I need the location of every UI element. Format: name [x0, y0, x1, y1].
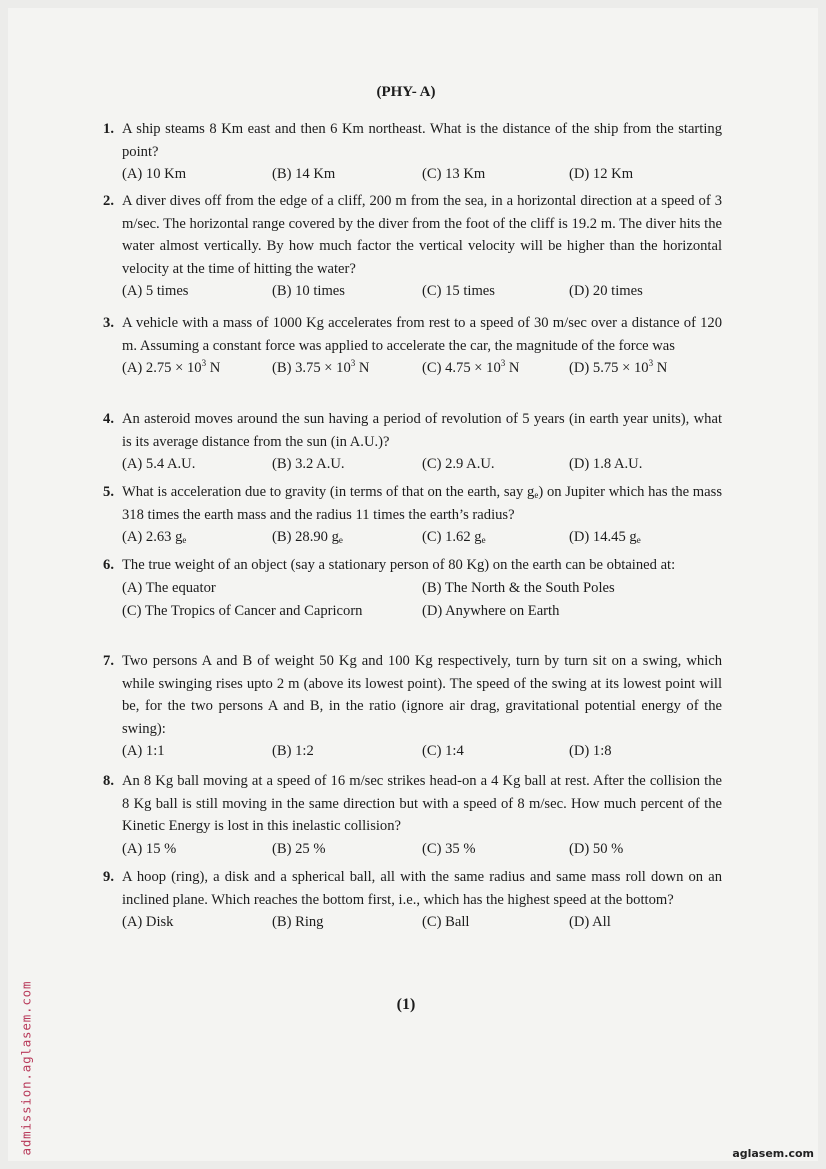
option-c: (C) 13 Km — [422, 166, 486, 183]
option-b: (B) 10 times — [272, 283, 345, 300]
watermark-vertical: admission.aglasem.com — [18, 980, 34, 1156]
option-d: (D) Anywhere on Earth — [422, 602, 560, 619]
question-3 — [96, 312, 722, 380]
question-text: Two persons A and B of weight 50 Kg and 100 Kg respectively, turn by turn sit on a swing, which while swinging rises upto 2 m (above its lowest point). The speed of the swing at its lowest point will be, for the two persons A and B, in the ratio (ignore air drag, gravitational potential energy of the swing): — [122, 653, 722, 737]
option-d: (D) All — [569, 914, 611, 931]
question-8 — [96, 770, 722, 861]
question-7 — [96, 650, 722, 763]
option-d: (D) 1:8 — [569, 743, 612, 760]
options-row — [122, 838, 722, 861]
options-row — [122, 280, 722, 303]
options-row — [122, 600, 722, 623]
options-row — [122, 453, 722, 476]
option-c: (C) The Tropics of Cancer and Capricorn — [122, 602, 363, 619]
option-d: (D) 50 % — [569, 840, 624, 857]
option-d: (D) $5.75 \times 10^3$ N — [569, 358, 668, 377]
question-number: 6. — [103, 557, 114, 573]
option-c: (C) Ball — [422, 914, 470, 931]
question-4 — [96, 408, 722, 476]
option-b: (B) 3.2 A.U. — [272, 456, 345, 473]
option-a: (A) 2.63 $g_e$ — [122, 529, 187, 546]
options-row — [122, 357, 722, 380]
question-1 — [96, 118, 722, 186]
option-a: (A) 5 times — [122, 283, 189, 300]
question-5 — [96, 481, 722, 549]
question-9 — [96, 866, 722, 934]
question-number: 7. — [103, 653, 114, 669]
option-d: (D) 12 Km — [569, 166, 634, 183]
question-text: A hoop (ring), a disk and a spherical ball, all with the same radius and same mass roll down on an inclined plane. Which reaches the bottom first, i.e., which has the highest speed at the bottom? — [122, 869, 722, 908]
option-d: (D) 20 times — [569, 283, 643, 300]
options-row — [122, 163, 722, 186]
option-a: (A) 5.4 A.U. — [122, 456, 196, 473]
option-c: (C) 15 times — [422, 283, 495, 300]
option-a: (A) Disk — [122, 914, 174, 931]
option-b: (B) Ring — [272, 914, 324, 931]
option-b: (B) 1:2 — [272, 743, 314, 760]
question-number: 4. — [103, 411, 114, 427]
option-a: (A) 15 % — [122, 840, 177, 857]
option-b: (B) 25 % — [272, 840, 326, 857]
question-6 — [96, 554, 722, 623]
question-number: 8. — [103, 773, 114, 789]
option-a: (A) 1:1 — [122, 743, 165, 760]
question-text: What is acceleration due to gravity (in terms of that on the earth, say $g_e$) on Jupiter which has the mass 318 times the earth mass and the radius 11 times the earth’s radius? — [122, 484, 722, 523]
question-number: 5. — [103, 484, 114, 500]
paper-code-heading: (PHY- A) — [376, 84, 436, 100]
page-number: (1) — [396, 996, 416, 1013]
question-number: 9. — [103, 869, 114, 885]
question-number: 3. — [103, 315, 114, 331]
option-a: (A) $2.75 \times 10^3$ N — [122, 358, 221, 377]
option-a: (A) 10 Km — [122, 166, 187, 183]
option-d: (D) 1.8 A.U. — [569, 456, 643, 473]
options-row — [122, 577, 722, 600]
watermark-footer: aglasem.com — [732, 1147, 814, 1160]
question-number: 1. — [103, 121, 114, 137]
option-c: (C) 1.62 $g_e$ — [422, 529, 486, 546]
option-b: (B) $3.75 \times 10^3$ N — [272, 358, 370, 377]
question-2 — [96, 190, 722, 303]
question-text: A diver dives off from the edge of a cliff, 200 m from the sea, in a horizontal direction at a speed of 3 m/sec. The horizontal range covered by the diver from the foot of the cliff is 19.2 m. The diver hits the water almost vertically. By how much factor the vertical velocity will be higher than the horizontal velocity at the time of hitting the water? — [122, 193, 722, 277]
options-row — [122, 740, 722, 763]
question-text: A vehicle with a mass of 1000 Kg accelerates from rest to a speed of 30 m/sec over a distance of 120 m. Assuming a constant force was applied to accelerate the car, the magnitude of the force was — [122, 315, 722, 354]
question-text: A ship steams 8 Km east and then 6 Km northeast. What is the distance of the ship from the starting point? — [122, 121, 722, 160]
option-b: (B) 14 Km — [272, 166, 336, 183]
question-number: 2. — [103, 193, 114, 209]
options-row — [122, 911, 722, 934]
option-b: (B) 28.90 $g_e$ — [272, 529, 343, 546]
option-c: (C) 1:4 — [422, 743, 464, 760]
question-text: An 8 Kg ball moving at a speed of 16 m/sec strikes head-on a 4 Kg ball at rest. After the collision the 8 Kg ball is still moving in the same direction but with a speed of 8 m/sec. How much percent of the Kinetic Energy is lost in this inelastic collision? — [122, 773, 722, 835]
option-c: (C) 35 % — [422, 840, 476, 857]
option-a: (A) The equator — [122, 579, 216, 596]
option-d: (D) 14.45 $g_e$ — [569, 529, 641, 546]
option-c: (C) 2.9 A.U. — [422, 456, 495, 473]
question-text: The true weight of an object (say a stationary person of 80 Kg) on the earth can be obtained at: — [122, 557, 676, 573]
option-c: (C) $4.75 \times 10^3$ N — [422, 358, 520, 377]
question-text: An asteroid moves around the sun having a period of revolution of 5 years (in earth year units), what is its average distance from the sun (in A.U.)? — [122, 411, 722, 450]
option-b: (B) The North & the South Poles — [422, 579, 615, 596]
options-row — [122, 526, 722, 549]
